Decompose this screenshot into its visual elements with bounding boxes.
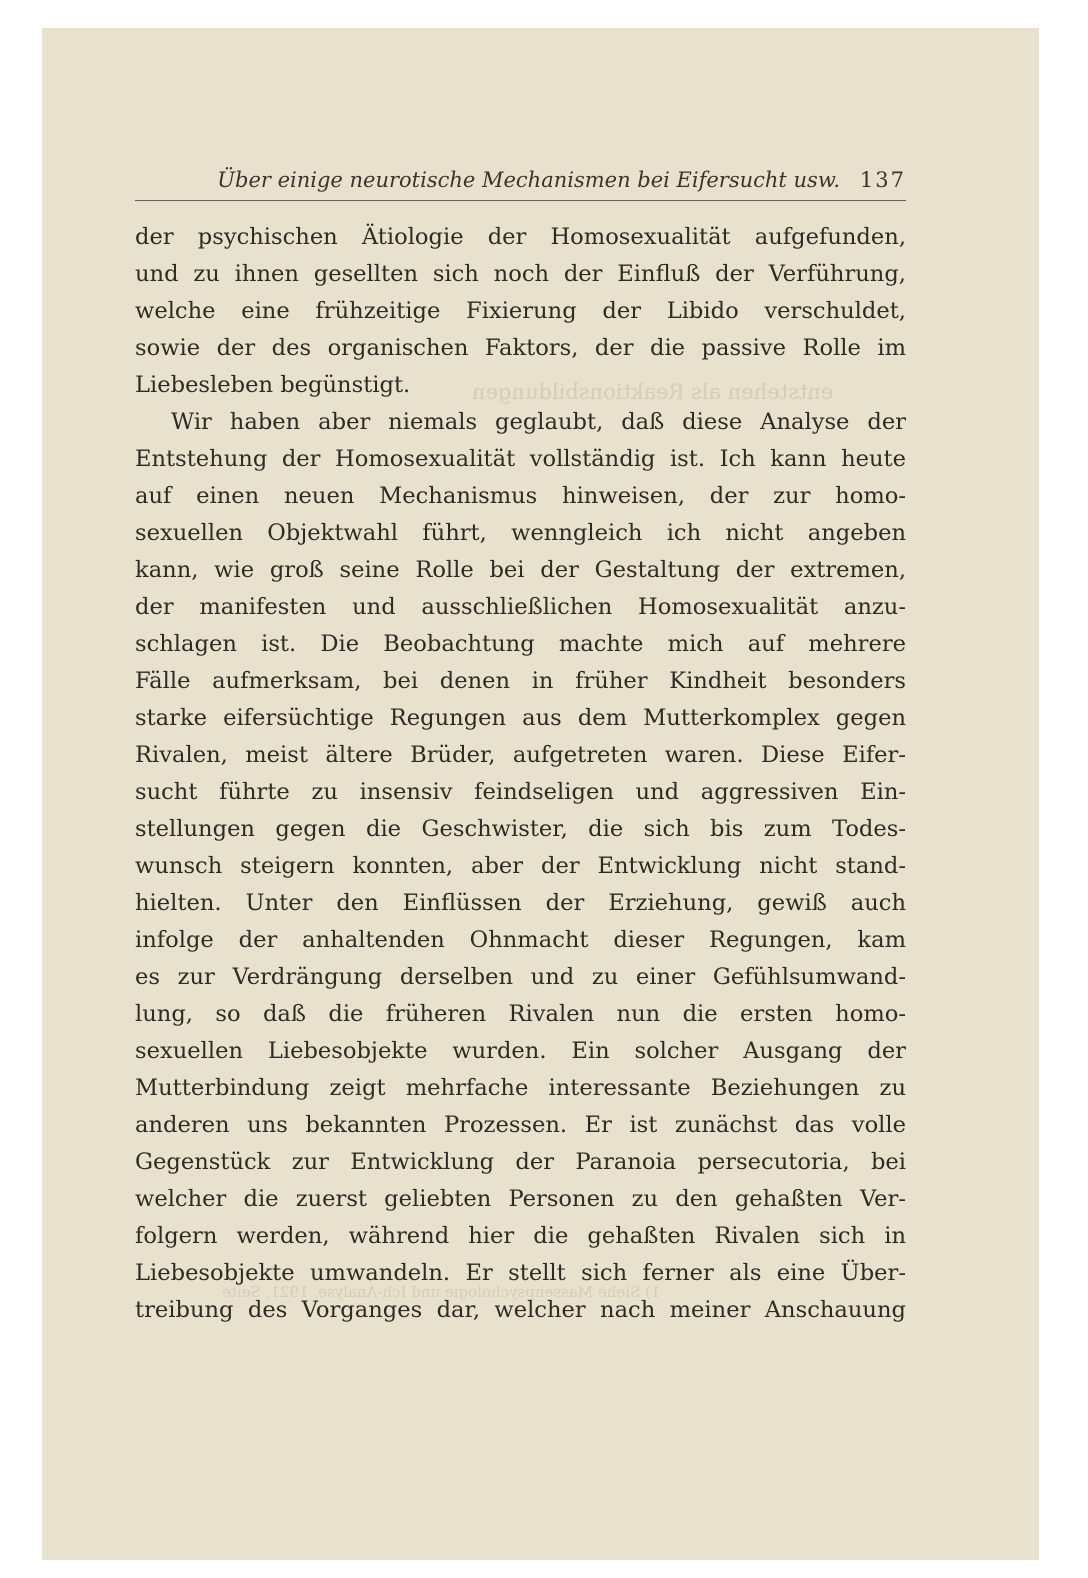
text-line: Wir haben aber niemals geglaubt, daß diese Analyse der bbox=[171, 409, 906, 435]
text-line: wunsch steigern konnten, aber der Entwicklung nicht stand- bbox=[135, 853, 906, 879]
text-line: hielten. Unter den Einflüssen der Erziehung, gewiß auch bbox=[135, 890, 906, 916]
text-line: sowie der des organischen Faktors, der die passive Rolle im bbox=[135, 335, 906, 361]
text-line: es zur Verdrängung derselben und zu einer Gefühlsumwand- bbox=[135, 964, 906, 990]
text-line: Mutterbindung zeigt mehrfache interessante Beziehungen zu bbox=[135, 1075, 906, 1101]
text-line: anderen uns bekannten Prozessen. Er ist zunächst das volle bbox=[135, 1112, 906, 1138]
running-header bbox=[135, 168, 906, 198]
text-line: Liebesleben begünstigt. bbox=[135, 372, 411, 398]
text-line: schlagen ist. Die Beobachtung machte mich auf mehrere bbox=[135, 631, 906, 657]
paragraph bbox=[135, 219, 906, 404]
text-line: auf einen neuen Mechanismus hinweisen, der zur homo- bbox=[135, 483, 906, 509]
paragraph bbox=[135, 404, 906, 1329]
text-line: stellungen gegen die Geschwister, die sich bis zum Todes- bbox=[135, 816, 906, 842]
text-line: starke eifersüchtige Regungen aus dem Mutterkomplex gegen bbox=[135, 705, 906, 731]
header-rule bbox=[135, 200, 906, 201]
text-line: der manifesten und ausschließlichen Homosexualität anzu- bbox=[135, 594, 906, 620]
text-line: Liebesobjekte umwandeln. Er stellt sich ferner als eine Über- bbox=[135, 1260, 906, 1286]
text-line: treibung des Vorganges dar, welcher nach meiner Anschauung bbox=[135, 1297, 906, 1323]
text-line: sexuellen Objektwahl führt, wenngleich ich nicht angeben bbox=[135, 520, 906, 546]
body-text bbox=[135, 219, 906, 1329]
text-line: Rivalen, meist ältere Brüder, aufgetreten waren. Diese Eifer- bbox=[135, 742, 906, 768]
text-line: sexuellen Liebesobjekte wurden. Ein solcher Ausgang der bbox=[135, 1038, 906, 1064]
text-line: Fälle aufmerksam, bei denen in früher Kindheit besonders bbox=[135, 668, 906, 694]
text-line: Entstehung der Homosexualität vollständig ist. Ich kann heute bbox=[135, 446, 906, 472]
text-line: lung, so daß die früheren Rivalen nun die ersten homo- bbox=[135, 1001, 906, 1027]
text-line: kann, wie groß seine Rolle bei der Gestaltung der extremen, bbox=[135, 557, 906, 583]
text-line: Gegenstück zur Entwicklung der Paranoia persecutoria, bei bbox=[135, 1149, 906, 1175]
bleed-through-text: entstehen als Reaktionsbildungen bbox=[472, 380, 834, 404]
text-line: infolge der anhaltenden Ohnmacht dieser Regungen, kam bbox=[135, 927, 906, 953]
running-head-title: Über einige neurotische Mechanismen bei Eifersucht usw. bbox=[217, 168, 840, 192]
page-number: 137 bbox=[859, 168, 906, 192]
text-line: folgern werden, während hier die gehaßten Rivalen sich in bbox=[135, 1223, 906, 1249]
text-line: sucht führte zu insensiv feindseligen und aggressiven Ein- bbox=[135, 779, 906, 805]
bleed-through-text: 1) Siehe Massenpsychologie und Ich-Analyse, 1921, Seite bbox=[222, 1283, 661, 1301]
text-line: und zu ihnen gesellten sich noch der Einfluß der Verführung, bbox=[135, 261, 906, 287]
text-line: der psychischen Ätiologie der Homosexualität aufgefunden, bbox=[135, 224, 906, 250]
text-line: welche eine frühzeitige Fixierung der Libido verschuldet, bbox=[135, 298, 906, 324]
text-line: welcher die zuerst geliebten Personen zu den gehaßten Ver- bbox=[135, 1186, 906, 1212]
